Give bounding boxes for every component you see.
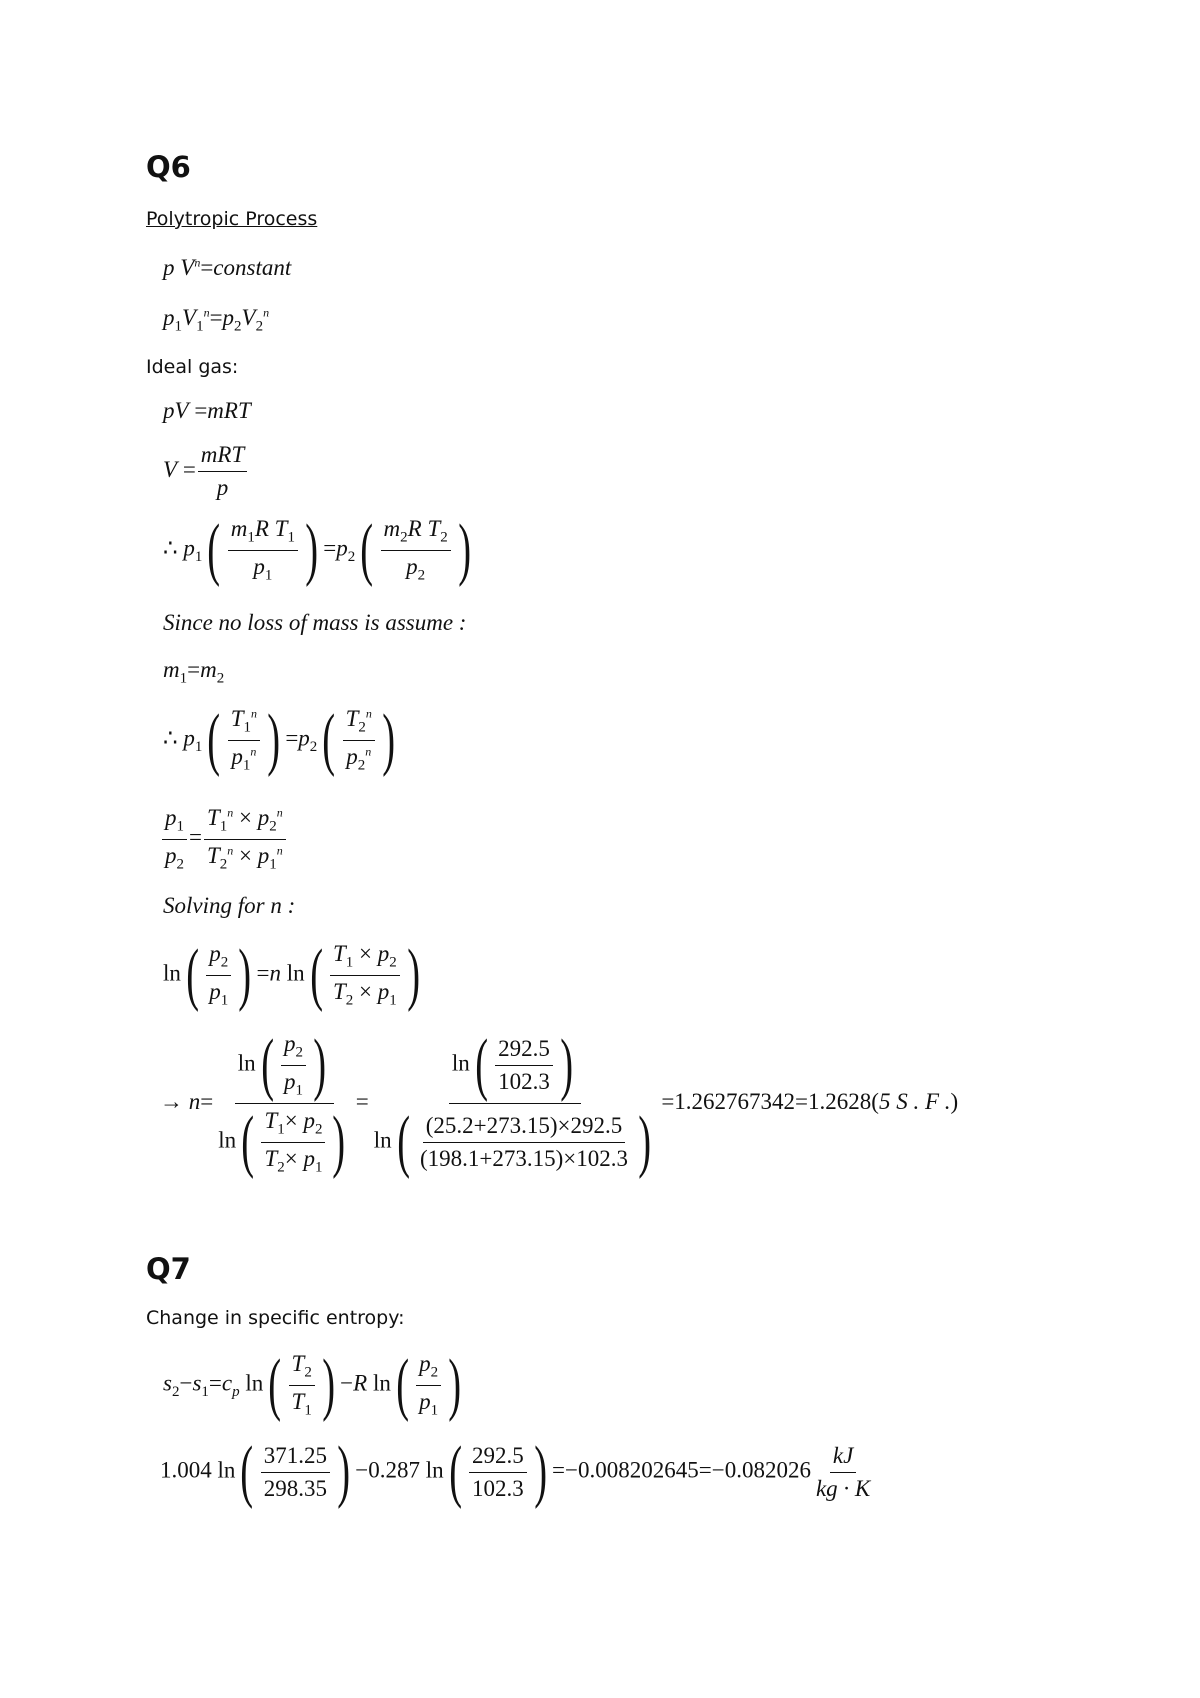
unit-num: kJ <box>832 1442 854 1468</box>
t2-value: 371.25 <box>261 1443 330 1473</box>
p2-value: 292.5 <box>469 1443 527 1473</box>
equation-pv-mrt: pV =mRT <box>163 398 251 423</box>
equation-p1v1: $p_1V_1^n=p_2V_2^n$ <box>163 305 270 335</box>
entropy-result-full: −0.008202645 <box>565 1457 699 1483</box>
t1-sum: (25.2+273.15) <box>425 1112 558 1138</box>
n-num-p1: 102.3 <box>498 1068 550 1094</box>
equation-pressure-ratio: $\frac{p_1}{p_2}$ = $\frac{T_1^n \times p_2^n}{T_2^n \times p_1^n}$ <box>160 805 288 873</box>
polytropic-label: Polytropic Process <box>146 208 318 230</box>
solving-note: Solving for n : <box>163 893 296 918</box>
equation-entropy: $s_2-s_1=c_p$ ln ( $\frac{T_2}{T_1}$ ) −R ln ( $\frac{p_2}{p_1}$ ) <box>163 1346 462 1423</box>
p1-value: 102.3 <box>471 1475 524 1501</box>
equation-log: ln ( $\frac{p_2}{p_1}$ ) =n ln ( $\frac{T_1 \times p_2}{T_2 \times p_1}$ ) <box>163 936 420 1013</box>
sf-note: 5 S . F . <box>878 1088 951 1114</box>
cp-value: 1.004 <box>160 1457 212 1483</box>
n-result-rounded: 1.2628 <box>808 1088 872 1114</box>
entropy-label: Change in specific entropy: <box>146 1307 405 1329</box>
equation-n-solution: → n= ln ( $\frac{p_2}{p_1}$ ) ln ( $\frac{T_1\times p_2}{T_2\times p_1}$ ) = ln ( $\frac{292.5}{102.3}$ ) ln ( $\frac{(25.2+273.15)\times 292.5}{(198.1+273.15)\times 102.3}$ ) =1.262767342=1.2628(5 S . F .) <box>160 1026 959 1180</box>
t-den-p1: 102.3 <box>576 1145 628 1171</box>
q6-heading: Q6 <box>146 150 191 184</box>
t1-value: 298.35 <box>263 1475 327 1501</box>
equation-substitution: ∴ $p_1$ ( $\frac{m_1R T_1}{p_1}$ ) $=p_2$ ( $\frac{m_2R T_2}{p_2}$ ) <box>163 511 471 588</box>
ideal-gas-label: Ideal gas: <box>146 356 239 378</box>
mass-note: Since no loss of mass is assume : <box>163 610 467 635</box>
t2-sum: (198.1+273.15) <box>419 1145 564 1171</box>
equation-entropy-numeric: 1.004 ln ( $\frac{371.25}{298.35}$ ) −0.287 ln ( $\frac{292.5}{102.3}$ ) =−0.008202645=−0.082026 $\frac{kJ}{kg \cdot K}$ <box>160 1433 871 1510</box>
n-num-p2: 292.5 <box>495 1036 553 1066</box>
r-value: 0.287 <box>368 1457 420 1483</box>
equation-mass: $m_1=m_2$ <box>163 657 225 687</box>
equation-pvn: p $V^n=constant$ <box>163 255 292 280</box>
entropy-result-rounded: −0.082026 <box>711 1457 811 1483</box>
n-result-full: 1.262767342 <box>674 1088 796 1114</box>
q7-heading: Q7 <box>146 1252 191 1286</box>
t-num-p2: 292.5 <box>570 1112 623 1138</box>
equation-t-over-p: ∴ $p_1$ ( $\frac{T_1^n}{p_1^n}$ ) $=p_2$ ( $\frac{T_2^n}{p_2^n}$ ) <box>163 701 395 778</box>
unit-den: kg · K <box>815 1475 871 1501</box>
equation-v: V = $\frac{\text{mRT}}{p}$ <box>163 442 249 501</box>
